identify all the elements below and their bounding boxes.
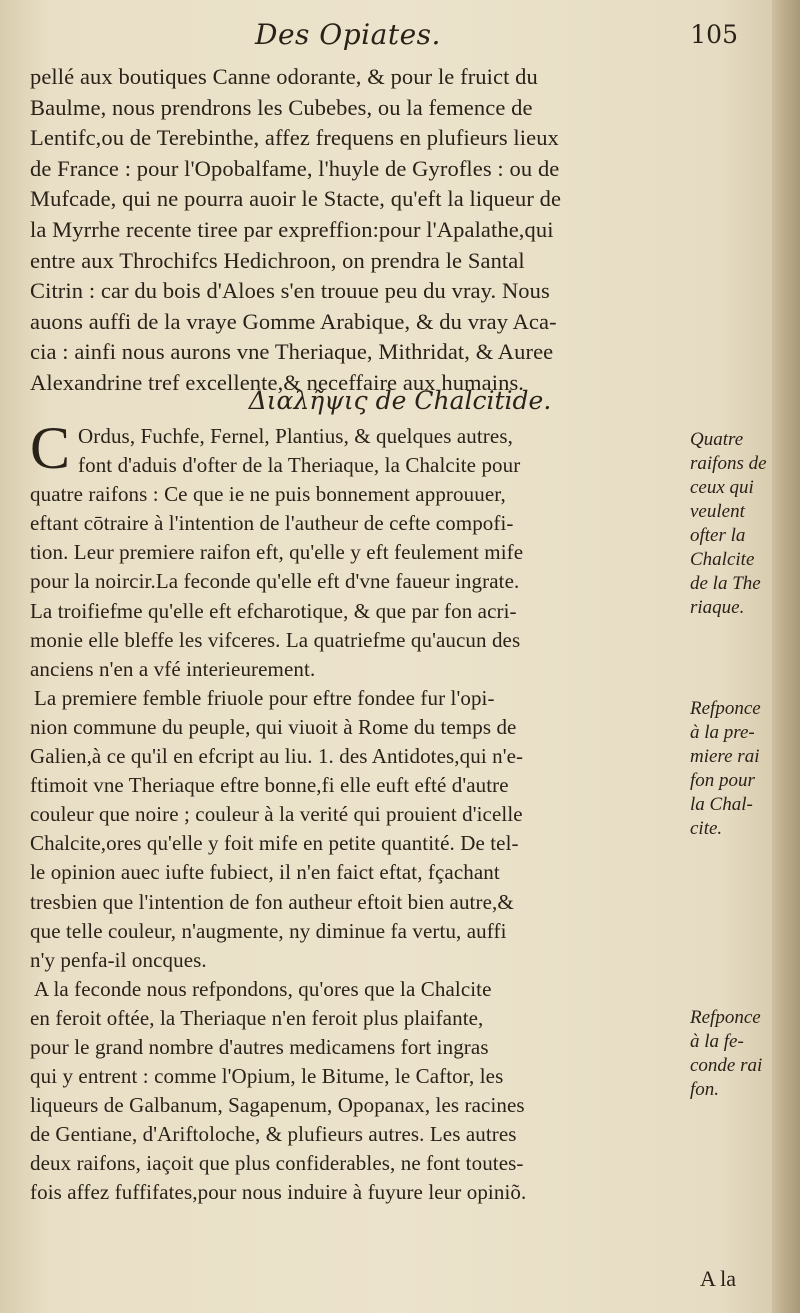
text-line: anciens n'en a vfé interieurement. xyxy=(30,656,316,681)
text-line: entre aux Throchifcs Hedichroon, on prendra le Santal xyxy=(30,247,525,273)
intro-paragraph xyxy=(30,62,745,399)
text-line: en feroit oftée, la Theriaque n'en feroit plus plaifante, xyxy=(30,1005,484,1030)
margin-note-line: cite. xyxy=(690,818,723,839)
margin-note-second-reason xyxy=(690,1006,780,1102)
running-head: Des Opiates. xyxy=(255,18,441,51)
margin-note-line: de la The xyxy=(690,573,761,594)
text-line: monie elle bleffe les vifceres. La quatriefme qu'aucun des xyxy=(30,627,521,652)
text-line: Citrin : car du bois d'Aloes s'en trouue peu du vray. Nous xyxy=(30,278,550,304)
text-line: deux raifons, iaçoit que plus confiderables, ne font toutes- xyxy=(30,1151,524,1176)
main-text-column xyxy=(30,415,680,1208)
text-line: couleur que noire ; couleur à la verité qui prouient d'icelle xyxy=(30,802,523,827)
text-line: nion commune du peuple, qui viuoit à Rome du temps de xyxy=(30,714,517,739)
text-line: Ordus, Fuchfe, Fernel, Plantius, & quelques autres, xyxy=(78,424,513,448)
margin-note-line: Quatre xyxy=(690,429,744,450)
section-title: Διαλῆψις de Chalcitide. xyxy=(248,386,552,415)
text-line: cia : ainfi nous aurons vne Theriaque, Mithridat, & Auree xyxy=(30,339,554,365)
text-line: Lentifc,ou de Terebinthe, affez frequens en plufieurs lieux xyxy=(30,125,559,151)
text-line: fois affez fuffifates,pour nous induire à fuyure leur opiniõ. xyxy=(30,1180,527,1205)
margin-note-line: miere rai xyxy=(690,746,760,767)
text-line: La troifiefme qu'elle eft efcharotique, & que par fon acri- xyxy=(30,598,517,623)
text-line: auons auffi de la vraye Gomme Arabique, & du vray Aca- xyxy=(30,308,557,334)
text-line: pour le grand nombre d'autres medicamens fort ingras xyxy=(30,1034,489,1059)
page-number: 105 xyxy=(690,20,738,49)
text-line: ftimoit vne Theriaque eftre bonne,fi elle euft efté d'autre xyxy=(30,773,509,798)
text-line: Baulme, nous prendrons les Cubebes, ou la femence de xyxy=(30,94,533,120)
text-line: de Gentiane, d'Ariftoloche, & plufieurs autres. Les autres xyxy=(30,1122,517,1147)
margin-note-four-reasons xyxy=(690,428,780,620)
text-line: A la feconde nous refpondons, qu'ores que la Chalcite xyxy=(34,976,492,1001)
text-line: font d'aduis d'ofter de la Theriaque, la Chalcite pour xyxy=(78,453,521,478)
text-line: Alexandrine tref excellente,& neceffaire aux humains. xyxy=(30,369,525,395)
drop-cap: C xyxy=(30,415,71,481)
margin-note-line: Refponce xyxy=(690,1007,761,1028)
margin-note-line: ceux qui xyxy=(690,477,754,498)
margin-note-line: la Chal- xyxy=(690,794,753,815)
text-line: tresbien que l'intention de fon autheur eftoit bien autre,& xyxy=(30,889,514,914)
text-line: liqueurs de Galbanum, Sagapenum, Opopanax, les racines xyxy=(30,1093,525,1118)
margin-note-line: fon. xyxy=(690,1079,720,1100)
margin-note-line: raifons de xyxy=(690,453,767,474)
text-line: Mufcade, qui ne pourra auoir le Stacte, qu'eft la liqueur de xyxy=(30,186,562,212)
text-line: n'y penfa-il oncques. xyxy=(30,947,207,972)
text-line: quatre raifons : Ce que ie ne puis bonnement approuuer, xyxy=(30,482,506,507)
margin-note-line: ofter la xyxy=(690,525,746,546)
margin-note-line: Refponce xyxy=(690,698,761,719)
margin-note-line: conde rai xyxy=(690,1055,763,1076)
margin-note-line: à la pre- xyxy=(690,722,755,743)
text-line: eftant cōtraire à l'intention de l'autheur de cefte compofi- xyxy=(30,511,514,536)
catchword: A la xyxy=(700,1266,737,1291)
margin-note-first-reason xyxy=(690,697,780,841)
text-line: Galien,à ce qu'il en efcript au liu. 1. des Antidotes,qui n'e- xyxy=(30,744,524,769)
text-line: la Myrrhe recente tiree par expreffion:pour l'Apalathe,qui xyxy=(30,216,554,242)
page-edge xyxy=(772,0,800,1313)
margin-note-line: riaque. xyxy=(690,597,745,618)
margin-note-line: fon pour xyxy=(690,770,755,791)
margin-note-line: veulent xyxy=(690,501,745,522)
margin-note-line: Chalcite xyxy=(690,549,755,570)
text-line: le opinion auec iufte fubiect, il n'en faict eftat, fçachant xyxy=(30,860,500,885)
text-line: que telle couleur, n'augmente, ny diminue fa vertu, auffi xyxy=(30,918,507,943)
text-line: pellé aux boutiques Canne odorante, & pour le fruict du xyxy=(30,64,538,89)
text-line: de France : pour l'Opobalfame, l'huyle de Gyrofles : ou de xyxy=(30,155,560,181)
page-header xyxy=(60,18,740,58)
text-line: qui y entrent : comme l'Opium, le Bitume, le Caftor, les xyxy=(30,1064,504,1089)
margin-note-line: à la fe- xyxy=(690,1031,744,1052)
text-line: La premiere femble friuole pour eftre fondee fur l'opi- xyxy=(34,685,495,710)
text-line: pour la noircir.La feconde qu'elle eft d'vne faueur ingrate. xyxy=(30,569,520,594)
text-line: Chalcite,ores qu'elle y foit mife en petite quantité. De tel- xyxy=(30,831,519,856)
text-line: tion. Leur premiere raifon eft, qu'elle y eft feulement mife xyxy=(30,540,524,565)
